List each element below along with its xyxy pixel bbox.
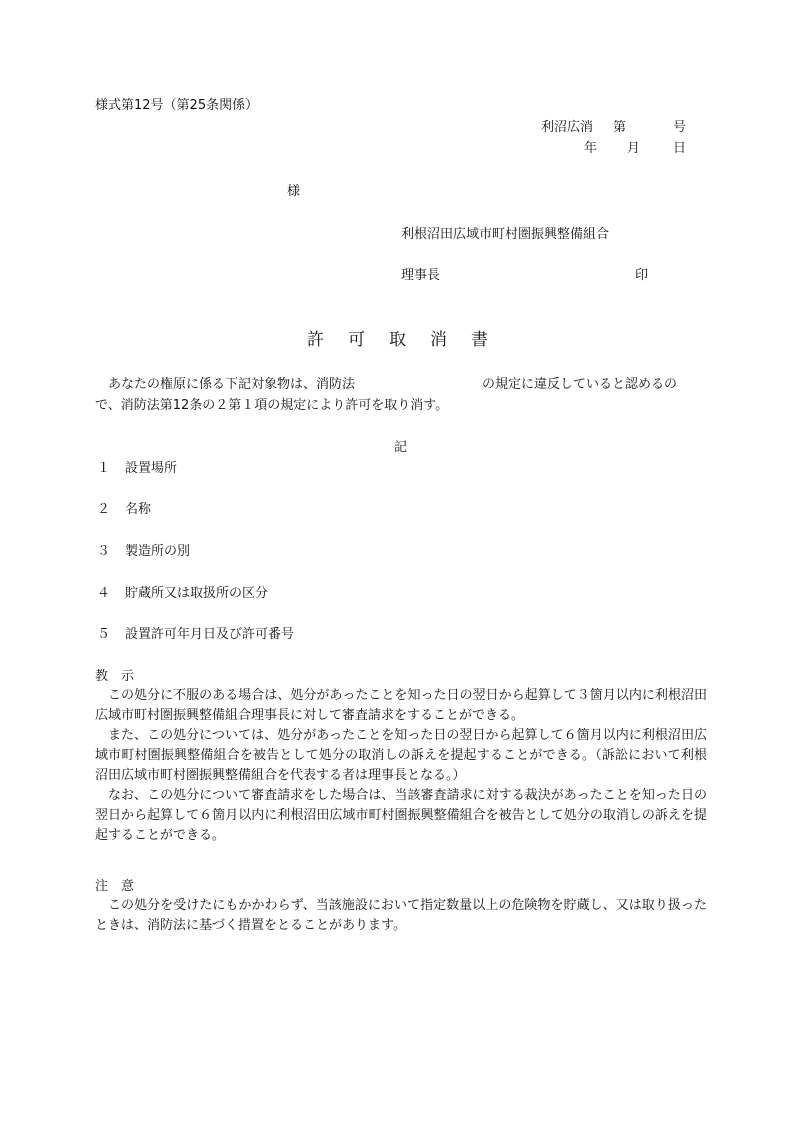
kyoji-section [95, 686, 707, 846]
kyoji-paragraph-1: この処分に不服のある場合は、処分があったことを知った日の翌日から起算して３箇月以内に利根沼田広域市町村圏振興整備組合理事長に対して審査請求をすることができる。 [95, 688, 707, 723]
item-number: ３ [97, 544, 111, 559]
date-year: 年 [584, 141, 598, 156]
title-char-2: 可 [348, 330, 365, 350]
doc-number-dai: 第 [613, 120, 627, 135]
doc-number-go: 号 [673, 120, 687, 135]
body-line1-b: の規定に違反していると認めるの [482, 377, 678, 392]
kyoji-paragraph-3: なお、この処分について審査請求をした場合は、当該審査請求に対する裁決があったことを知った日の翌日から起算して６箇月以内に利根沼田広域市町村圏振興整備組合を被告として処分の取消しの訴えを提起することができる。 [95, 788, 707, 843]
date-day: 日 [673, 141, 687, 156]
chui-section [95, 896, 707, 936]
item-label: 製造所の別 [125, 544, 191, 559]
item-label: 設置場所 [125, 461, 178, 476]
title-char-5: 書 [471, 330, 488, 350]
seal-mark: 印 [635, 268, 649, 283]
chui-heading: 注 意 [95, 879, 135, 894]
chui-paragraph: この処分を受けたにもかかわらず、当該施設において指定数量以上の危険物を貯蔵し、又は取り扱ったときは、消防法に基づく措置をとることがあります。 [95, 898, 707, 933]
title-char-3: 取 [389, 330, 406, 350]
item-number: ４ [97, 586, 111, 601]
form-number: 様式第12号（第25条関係） [95, 98, 259, 113]
issuer-organization: 利根沼田広域市町村圏振興整備組合 [401, 227, 610, 242]
date-month: 月 [627, 141, 641, 156]
item-label: 設置許可年月日及び許可番号 [125, 627, 295, 642]
item-label: 名称 [125, 502, 152, 517]
doc-number-prefix: 利沼広消 [541, 120, 594, 135]
body-line1-a: あなたの権原に係る下記対象物は、消防法 [108, 377, 356, 392]
item-number: １ [97, 461, 111, 476]
kyoji-paragraph-2: また、この処分については、処分があったことを知った日の翌日から起算して６箇月以内に利根沼田広域市町村圏振興整備組合を被告として処分の取消しの訴えを提起することができる。（訴訟において利根沼田広域市町村圏振興整備組合を代表する者は理事長となる。） [95, 728, 707, 783]
title-char-1: 許 [307, 330, 324, 350]
title-char-4: 消 [430, 330, 447, 350]
kyoji-heading: 教 示 [95, 669, 135, 684]
ki-label: 記 [394, 440, 408, 455]
body-line2: で、消防法第12条の２第１項の規定により許可を取り消す。 [95, 398, 449, 413]
item-label: 貯蔵所又は取扱所の区分 [125, 586, 269, 601]
addressee-suffix: 様 [287, 184, 301, 199]
issuer-title: 理事長 [401, 268, 441, 283]
item-number: ５ [97, 627, 111, 642]
item-number: ２ [97, 502, 111, 517]
